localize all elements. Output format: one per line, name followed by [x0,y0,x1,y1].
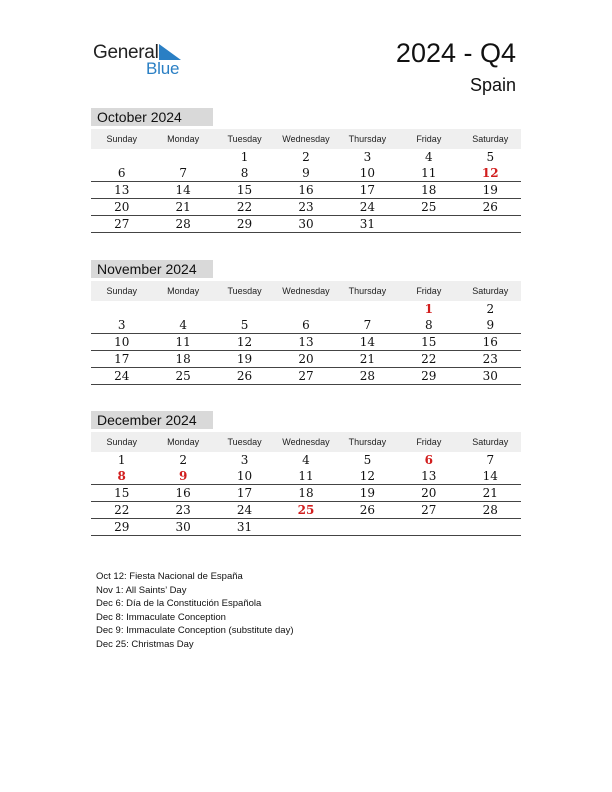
day-cell: 17 [337,182,398,199]
day-cell [460,216,521,233]
day-cell: 19 [214,351,275,368]
day-cell: 7 [337,317,398,334]
day-cell: 20 [91,199,152,216]
weekday-header: Tuesday [214,432,275,452]
day-cell: 10 [337,165,398,182]
day-cell: 2 [302,150,310,164]
day-cell: 11 [275,468,336,485]
day-cell: 14 [152,182,213,199]
weekday-header: Wednesday [275,281,336,301]
day-cell: 11 [398,165,459,182]
day-cell [398,519,459,536]
day-cell: 1 [240,150,249,164]
weekday-header: Monday [152,432,213,452]
day-cell: 3 [363,150,372,164]
weekday-header: Monday [152,129,213,149]
day-cell: 6 [424,453,433,467]
weekday-header-row [91,432,521,452]
page-title: 2024 - Q4 [395,38,516,68]
weekday-header: Friday [398,432,459,452]
day-cell: 8 [398,317,459,334]
day-cell: 19 [337,485,398,502]
day-cell: 4 [152,317,213,334]
day-cell: 20 [275,351,336,368]
day-cell: 5 [214,317,275,334]
day-cell: 28 [337,368,398,385]
weekday-header: Thursday [337,281,398,301]
week-row [91,485,521,502]
day-cell: 24 [337,199,398,216]
day-cell: 16 [460,334,521,351]
logo-word-general: General [93,42,159,63]
day-cell: 26 [460,199,521,216]
day-cell [91,149,152,165]
day-cell: 30 [275,216,336,233]
day-cell: 25 [275,502,336,519]
day-cell: 6 [91,165,152,182]
month-grid [91,281,521,385]
month-title: October 2024 [91,108,213,126]
day-cell: 5 [363,453,372,467]
day-cell: 26 [214,368,275,385]
holiday-note: Dec 6: Día de la Constitución Española [96,598,262,609]
logo-triangle-icon [159,44,181,60]
day-cell: 12 [214,334,275,351]
weekday-header: Monday [152,281,213,301]
day-cell: 13 [91,182,152,199]
day-cell [337,519,398,536]
day-cell: 26 [337,502,398,519]
day-cell: 9 [275,165,336,182]
day-cell: 18 [275,485,336,502]
day-cell: 27 [398,502,459,519]
day-cell [152,149,213,165]
day-cell: 3 [91,317,152,334]
weekday-header: Thursday [337,432,398,452]
weekday-header: Wednesday [275,432,336,452]
day-cell: 2 [179,453,187,467]
week-row [91,334,521,351]
day-cell: 15 [214,182,275,199]
weekday-header: Thursday [337,129,398,149]
day-cell: 24 [214,502,275,519]
weekday-header: Saturday [460,281,521,301]
day-cell: 15 [398,334,459,351]
month-october [91,108,521,233]
day-cell: 19 [460,182,521,199]
week-row [91,182,521,199]
day-cell [460,519,521,536]
weekday-header: Tuesday [214,129,275,149]
day-cell: 11 [152,334,213,351]
day-cell: 29 [91,519,152,536]
weekday-header-row [91,281,521,301]
day-cell: 23 [460,351,521,368]
logo-word-blue: Blue [146,59,180,78]
day-cell [275,519,336,536]
weekday-header: Sunday [91,129,152,149]
day-cell: 7 [486,453,495,467]
week-row [91,452,521,468]
day-cell: 25 [152,368,213,385]
week-row [91,317,521,334]
day-cell: 22 [214,199,275,216]
weekday-header: Wednesday [275,129,336,149]
day-cell: 7 [152,165,213,182]
month-november [91,260,521,385]
day-cell [214,301,275,317]
month-title: November 2024 [91,260,213,278]
country-label: Spain [469,75,516,95]
day-cell: 31 [214,519,275,536]
day-cell: 2 [486,302,495,316]
month-grid [91,432,521,536]
day-cell: 28 [460,502,521,519]
day-cell [398,216,459,233]
month-title: December 2024 [91,411,213,429]
holiday-note: Nov 1: All Saints’ Day [96,584,187,596]
day-cell: 22 [91,502,152,519]
day-cell: 14 [337,334,398,351]
month-december [91,411,521,536]
day-cell: 16 [275,182,336,199]
day-cell: 17 [214,485,275,502]
day-cell: 10 [214,468,275,485]
day-cell [152,301,213,317]
day-cell: 23 [152,502,213,519]
day-cell: 16 [152,485,213,502]
day-cell: 6 [275,317,336,334]
day-cell [337,301,398,317]
day-cell: 12 [337,468,398,485]
day-cell: 31 [337,216,398,233]
day-cell: 15 [91,485,152,502]
day-cell: 14 [460,468,521,485]
day-cell: 13 [398,468,459,485]
holiday-notes [96,570,293,651]
day-cell: 27 [275,368,336,385]
day-cell: 13 [275,334,336,351]
day-cell [91,301,152,317]
day-cell: 18 [152,351,213,368]
day-cell: 5 [486,150,495,164]
day-cell: 30 [460,368,521,385]
holiday-note: Dec 9: Immaculate Conception (substitute day) [96,625,294,636]
day-cell: 9 [152,468,213,485]
week-row [91,368,521,385]
weekday-header: Saturday [460,129,521,149]
holiday-note: Dec 25: Christmas Day [96,638,194,650]
generalblue-logo [93,40,193,80]
day-cell: 10 [91,334,152,351]
weekday-header: Sunday [91,281,152,301]
weekday-header: Tuesday [214,281,275,301]
day-cell: 28 [152,216,213,233]
day-cell: 4 [425,150,433,164]
day-cell: 27 [91,216,152,233]
week-row [91,199,521,216]
day-cell: 21 [152,199,213,216]
week-row [91,519,521,536]
holiday-note: Dec 8: Immaculate Conception [96,611,226,623]
day-cell: 29 [214,216,275,233]
weekday-header: Saturday [460,432,521,452]
day-cell: 1 [117,453,126,467]
day-cell: 20 [398,485,459,502]
day-cell [275,301,336,317]
day-cell: 8 [91,468,152,485]
weekday-header: Sunday [91,432,152,452]
day-cell: 22 [398,351,459,368]
week-row [91,149,521,165]
day-cell: 9 [460,317,521,334]
day-cell: 21 [460,485,521,502]
day-cell: 23 [275,199,336,216]
month-grid [91,129,521,233]
week-row [91,165,521,182]
day-cell: 21 [337,351,398,368]
day-cell: 3 [240,453,249,467]
day-cell: 8 [214,165,275,182]
weekday-header: Friday [398,129,459,149]
day-cell: 18 [398,182,459,199]
day-cell: 24 [91,368,152,385]
weekday-header-row [91,129,521,149]
week-row [91,351,521,368]
day-cell: 30 [152,519,213,536]
day-cell: 12 [460,165,521,182]
day-cell: 4 [302,453,310,467]
week-row [91,502,521,519]
week-row [91,216,521,233]
holiday-note: Oct 12: Fiesta Nacional de España [96,571,243,582]
day-cell: 17 [91,351,152,368]
week-row [91,468,521,485]
weekday-header: Friday [398,281,459,301]
day-cell: 29 [398,368,459,385]
week-row [91,301,521,317]
day-cell: 1 [424,302,433,316]
day-cell: 25 [398,199,459,216]
